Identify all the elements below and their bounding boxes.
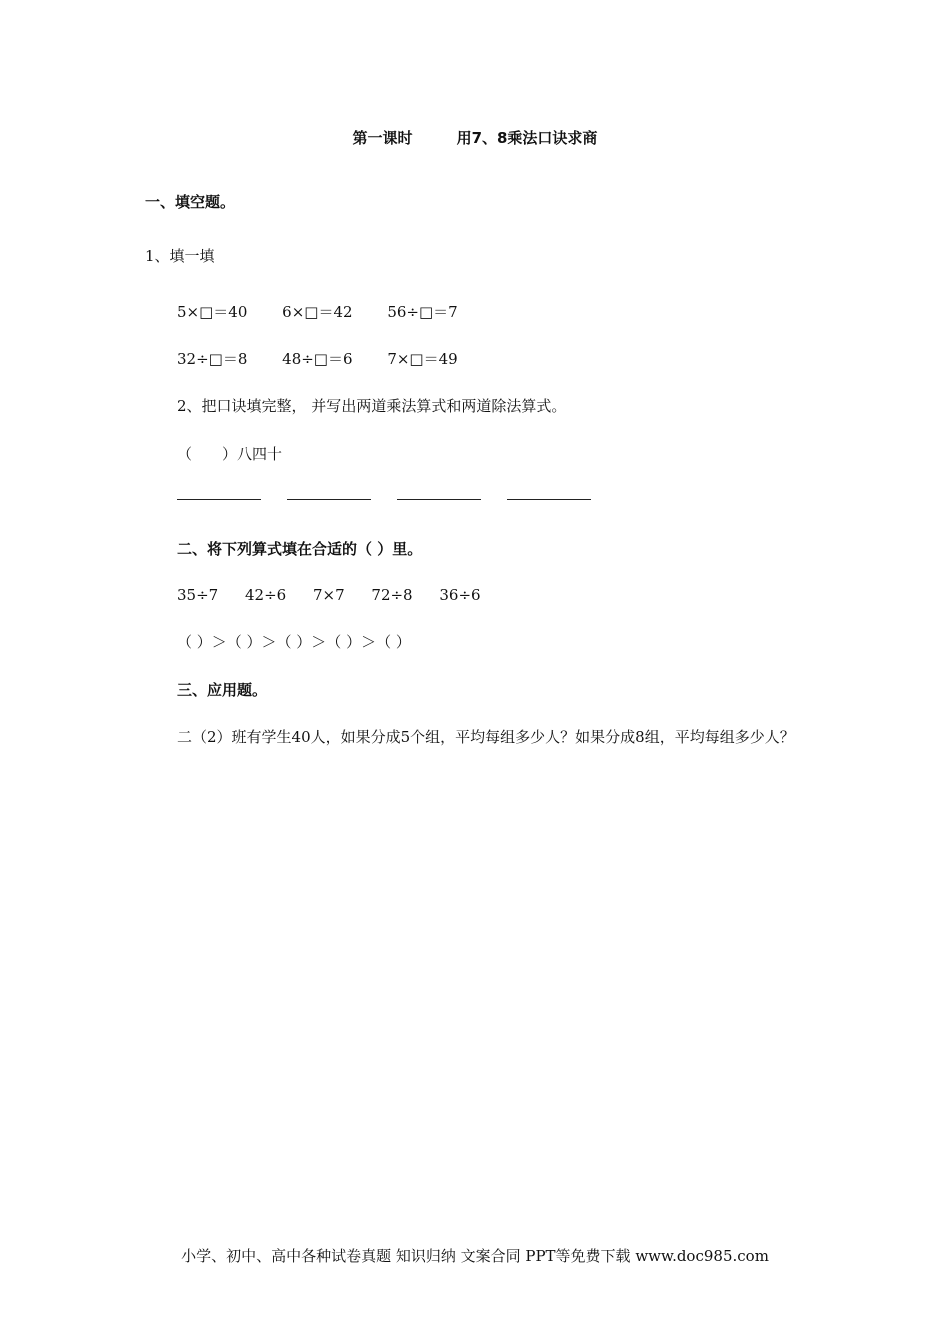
- expression: 7×7: [312, 586, 345, 604]
- footer-text: 小学、初中、高中各种试卷真题 知识归纳 文案合同 PPT等免费下载 www.doc985.com: [181, 1247, 769, 1265]
- equation: 48÷□＝6: [282, 350, 353, 368]
- section3-heading: 三、应用题。: [177, 681, 268, 699]
- expression: 36÷6: [439, 586, 481, 604]
- equation: 7×□＝49: [387, 350, 458, 368]
- answer-blank[interactable]: [177, 499, 261, 500]
- section1-heading: 一、填空题。: [145, 193, 236, 211]
- title-lesson: 第一课时: [352, 129, 413, 147]
- q2-label: 2、把口诀填完整， 并写出两道乘法算式和两道除法算式。: [177, 397, 567, 415]
- q2-rhyme: （ ）八四十: [177, 445, 283, 463]
- title-topic: 用7、8乘法口诀求商: [456, 129, 598, 147]
- q1-row2: [177, 349, 458, 369]
- q1-row1: [177, 302, 458, 322]
- answer-blank[interactable]: [397, 499, 481, 500]
- q1-label: 1、填一填: [145, 247, 215, 265]
- answer-blank[interactable]: [287, 499, 371, 500]
- equation: 56÷□＝7: [387, 303, 458, 321]
- answer-blanks: [177, 488, 591, 508]
- order-blanks: （ ）＞（ ）＞（ ）＞（ ）＞（ ）: [177, 633, 411, 651]
- expression: 42÷6: [244, 586, 287, 604]
- equation: 5×□＝40: [177, 303, 248, 321]
- equation: 6×□＝42: [282, 303, 353, 321]
- word-problem: 二（2）班有学生40人，如果分成5个组，平均每组多少人？如果分成8组，平均每组多少人？: [177, 728, 795, 746]
- equation: 32÷□＝8: [177, 350, 248, 368]
- answer-blank[interactable]: [507, 499, 591, 500]
- expression: 35÷7: [177, 586, 219, 604]
- expression-list: [177, 585, 481, 605]
- expression: 72÷8: [371, 586, 413, 604]
- page-title: [0, 128, 950, 148]
- section2-heading: 二、将下列算式填在合适的（ ）里。: [177, 540, 423, 558]
